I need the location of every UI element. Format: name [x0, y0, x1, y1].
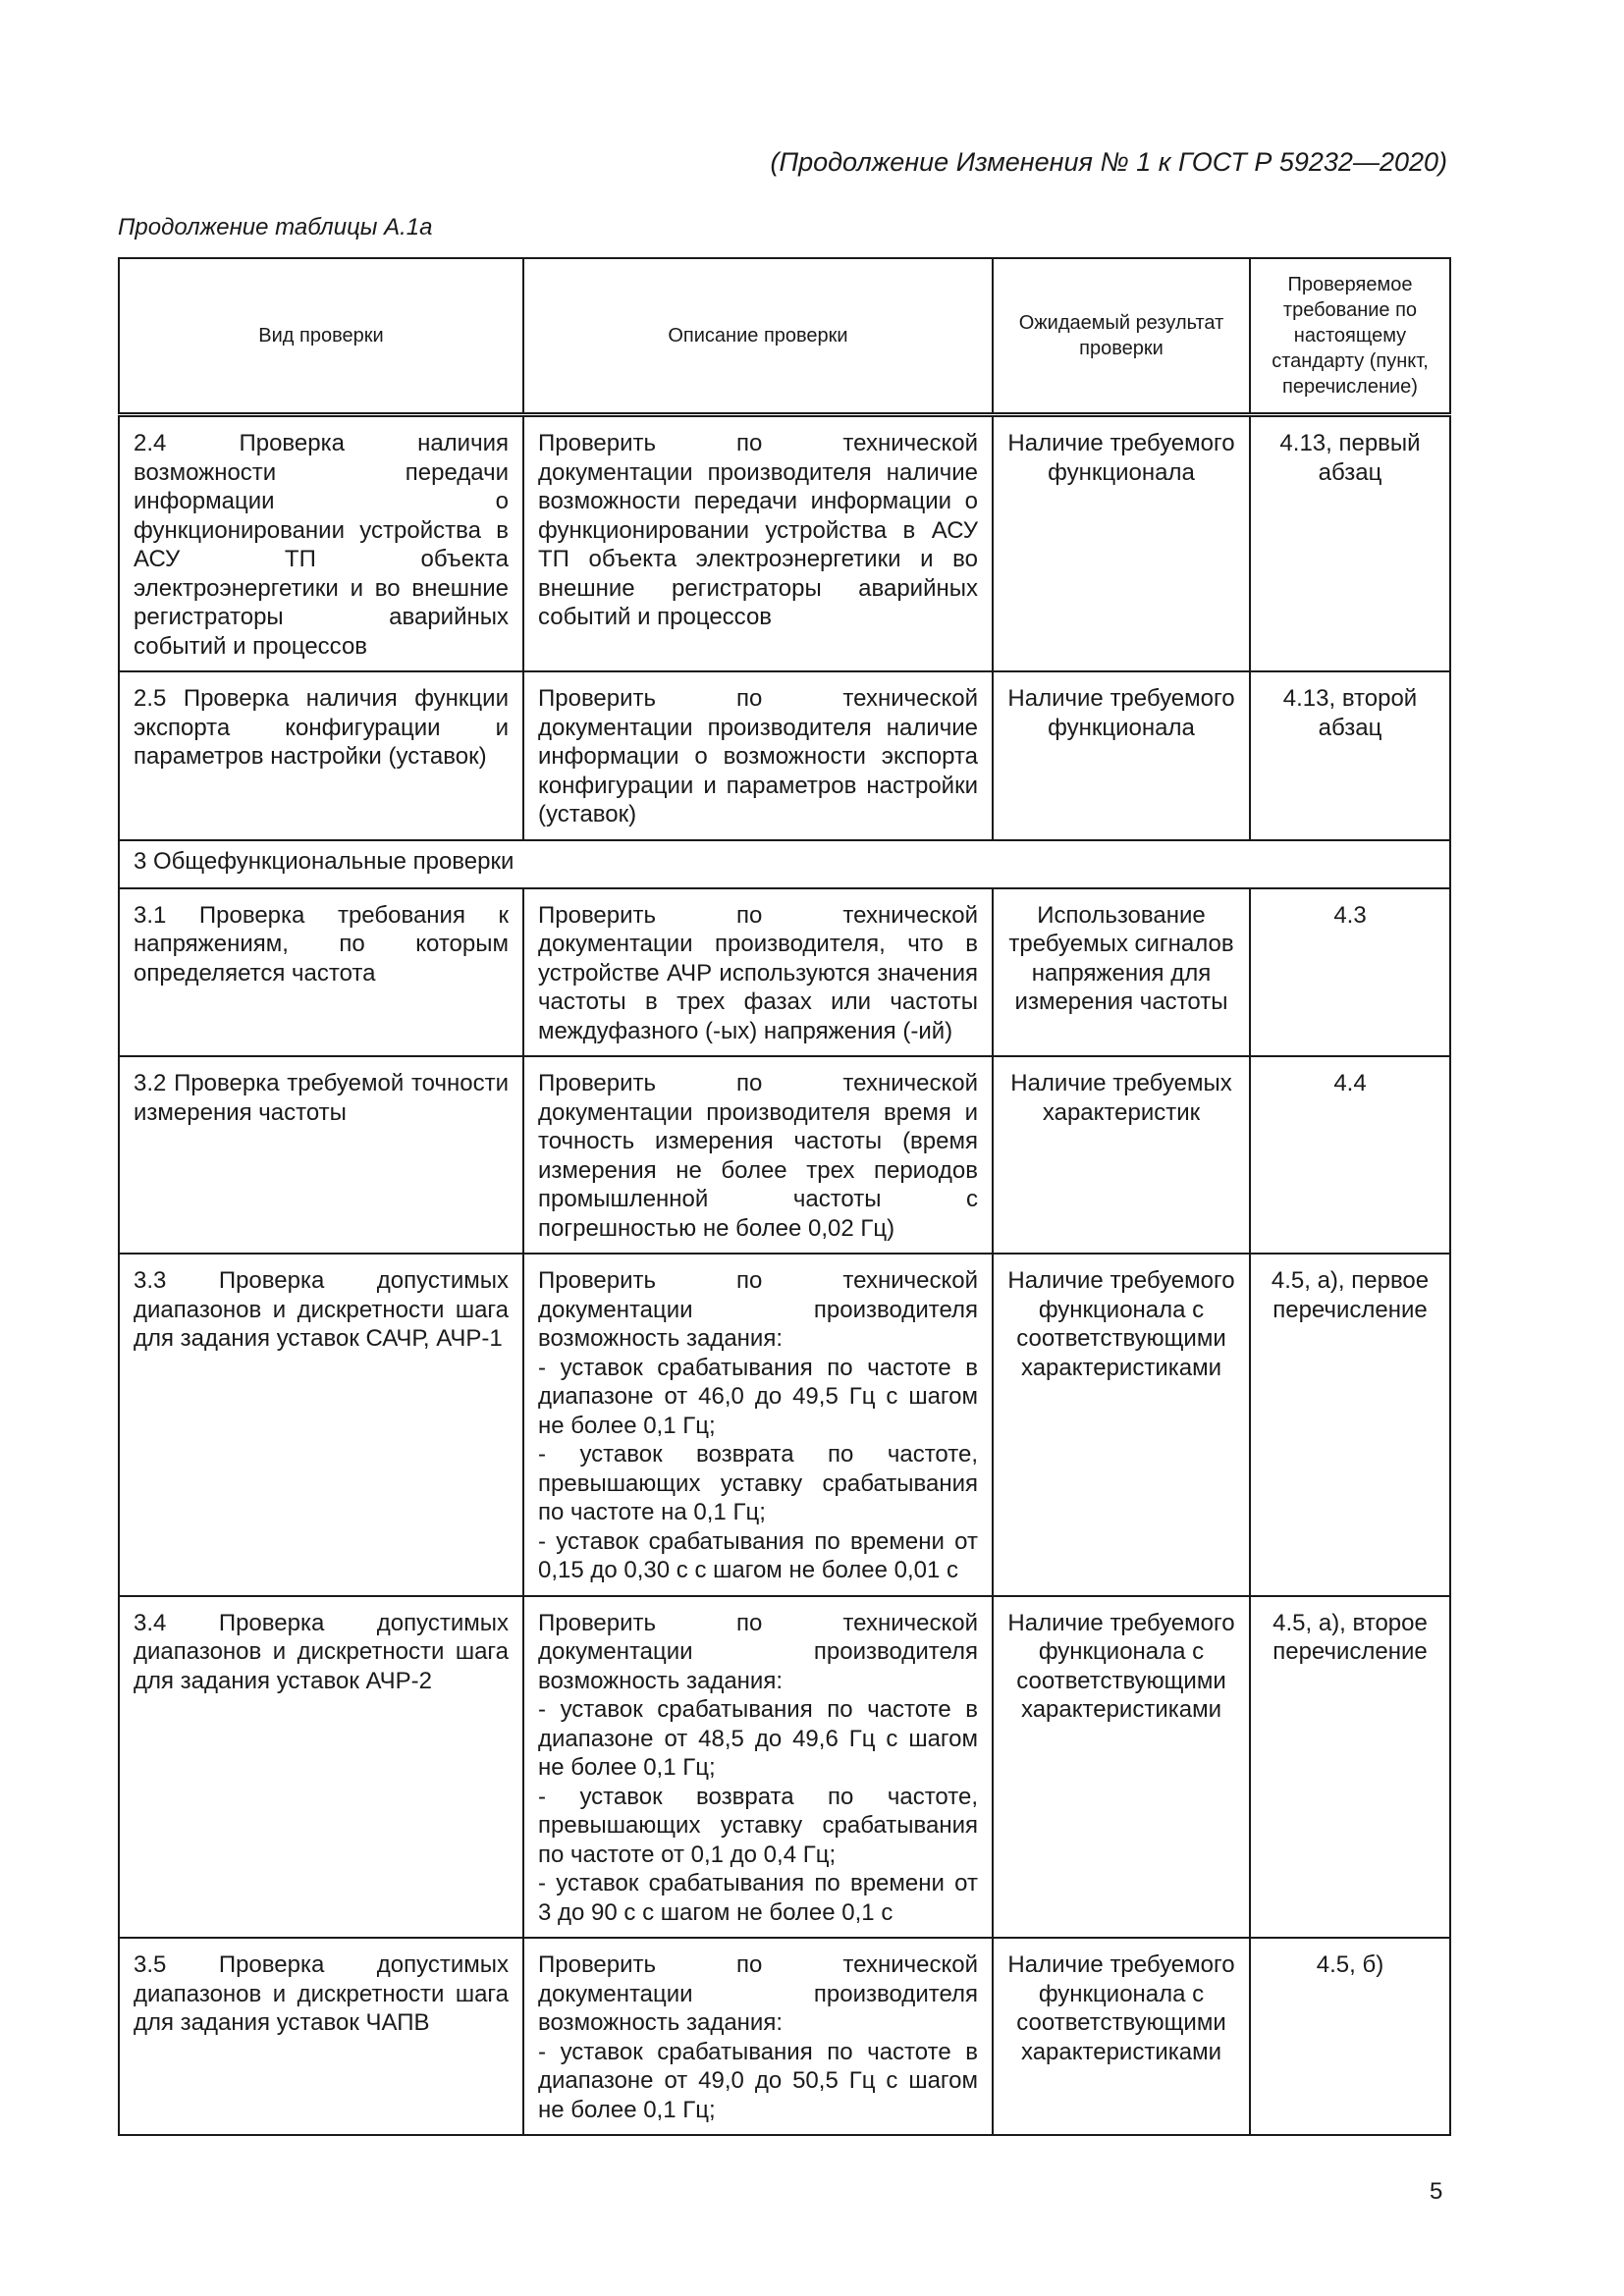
cell-result: Наличие требуемого функционала с соответствующими характеристиками [993, 1254, 1250, 1596]
cell-result: Использование требуемых сигналов напряжения для измерения частоты [993, 888, 1250, 1057]
cell-requirement: 4.13, первый абзац [1250, 415, 1450, 672]
cell-requirement: 4.5, а), первое перечисление [1250, 1254, 1450, 1596]
table-row [119, 1056, 1450, 1254]
page-number: 5 [1430, 2178, 1443, 2205]
cell-requirement: 4.3 [1250, 888, 1450, 1057]
description-list [538, 1695, 978, 1927]
cell-requirement: 4.5, а), второе перечисление [1250, 1596, 1450, 1939]
cell-requirement: 4.4 [1250, 1056, 1450, 1254]
table-row [119, 415, 1450, 672]
list-item: - уставок срабатывания по частоте в диапазоне от 48,5 до 49,6 Гц с шагом не более 0,1 Гц; [538, 1696, 978, 1781]
list-item: - уставок возврата по частоте, превышающих уставку срабатывания по частоте на 0,1 Гц; [538, 1441, 978, 1525]
description-intro: Проверить по технической документации производителя возможность задания: [538, 1609, 978, 1694]
col-header-result: Ожидаемый результат проверки [993, 258, 1250, 415]
description-list [538, 2038, 978, 2125]
list-item: - уставок срабатывания по частоте в диапазоне от 46,0 до 49,5 Гц с шагом не более 0,1 Гц; [538, 1354, 978, 1439]
section-title: 3 Общефункциональные проверки [119, 840, 1450, 888]
cell-kind: 3.2 Проверка требуемой точности измерения частоты [119, 1056, 523, 1254]
cell-description: Проверить по технической документации производителя наличие возможности передачи информации о функционировании устройства в АСУ ТП объекта электроэнергетики и во внешние регистраторы аварийных событий и процессов [523, 415, 993, 672]
list-item: - уставок срабатывания по времени от 3 до 90 с с шагом не более 0,1 с [538, 1870, 978, 1926]
cell-description [523, 1596, 993, 1939]
table-row [119, 1596, 1450, 1939]
cell-kind: 3.1 Проверка требования к напряжениям, по которым определяется частота [119, 888, 523, 1057]
cell-result: Наличие требуемых характеристик [993, 1056, 1250, 1254]
cell-result: Наличие требуемого функционала [993, 415, 1250, 672]
table-row [119, 671, 1450, 840]
cell-result: Наличие требуемого функционала [993, 671, 1250, 840]
cell-result: Наличие требуемого функционала с соответствующими характеристиками [993, 1596, 1250, 1939]
col-header-description: Описание проверки [523, 258, 993, 415]
cell-kind: 3.4 Проверка допустимых диапазонов и дискретности шага для задания уставок АЧР-2 [119, 1596, 523, 1939]
checks-table [118, 257, 1451, 2136]
table-row [119, 1938, 1450, 2135]
table-caption: Продолжение таблицы А.1а [118, 214, 433, 240]
running-header: (Продолжение Изменения № 1 к ГОСТ Р 59232—2020) [770, 147, 1447, 177]
cell-kind: 3.5 Проверка допустимых диапазонов и дискретности шага для задания уставок ЧАПВ [119, 1938, 523, 2135]
description-intro: Проверить по технической документации производителя возможность задания: [538, 1951, 978, 2036]
section-row [119, 840, 1450, 888]
cell-requirement: 4.13, второй абзац [1250, 671, 1450, 840]
cell-kind: 3.3 Проверка допустимых диапазонов и дискретности шага для задания уставок САЧР, АЧР-1 [119, 1254, 523, 1596]
table-row [119, 888, 1450, 1057]
cell-kind: 2.5 Проверка наличия функции экспорта конфигурации и параметров настройки (уставок) [119, 671, 523, 840]
col-header-requirement: Проверяемое требование по настоящему стандарту (пункт, перечисление) [1250, 258, 1450, 415]
cell-description: Проверить по технической документации производителя наличие информации о возможности экспорта конфигурации и параметров настройки (уставок) [523, 671, 993, 840]
table-header-row [119, 258, 1450, 415]
col-header-kind: Вид проверки [119, 258, 523, 415]
list-item: - уставок срабатывания по времени от 0,15 до 0,30 с с шагом не более 0,01 с [538, 1527, 978, 1583]
description-list [538, 1354, 978, 1585]
cell-requirement: 4.5, б) [1250, 1938, 1450, 2135]
description-intro: Проверить по технической документации производителя возможность задания: [538, 1267, 978, 1352]
cell-result: Наличие требуемого функционала с соответствующими характеристиками [993, 1938, 1250, 2135]
cell-description: Проверить по технической документации производителя, что в устройстве АЧР используются значения частоты в трех фазах или частоты междуфазного (-ых) напряжения (-ий) [523, 888, 993, 1057]
cell-kind: 2.4 Проверка наличия возможности передачи информации о функционировании устройства в АСУ ТП объекта электроэнергетики и во внешние регистраторы аварийных событий и процессов [119, 415, 523, 672]
cell-description [523, 1254, 993, 1596]
cell-description [523, 1938, 993, 2135]
cell-description: Проверить по технической документации производителя время и точность измерения частоты (время измерения не более трех периодов промышленной частоты с погрешностью не более 0,02 Гц) [523, 1056, 993, 1254]
list-item: - уставок возврата по частоте, превышающих уставку срабатывания по частоте от 0,1 до 0,4 Гц; [538, 1783, 978, 1868]
table-row [119, 1254, 1450, 1596]
list-item: - уставок срабатывания по частоте в диапазоне от 49,0 до 50,5 Гц с шагом не более 0,1 Гц; [538, 2038, 978, 2123]
